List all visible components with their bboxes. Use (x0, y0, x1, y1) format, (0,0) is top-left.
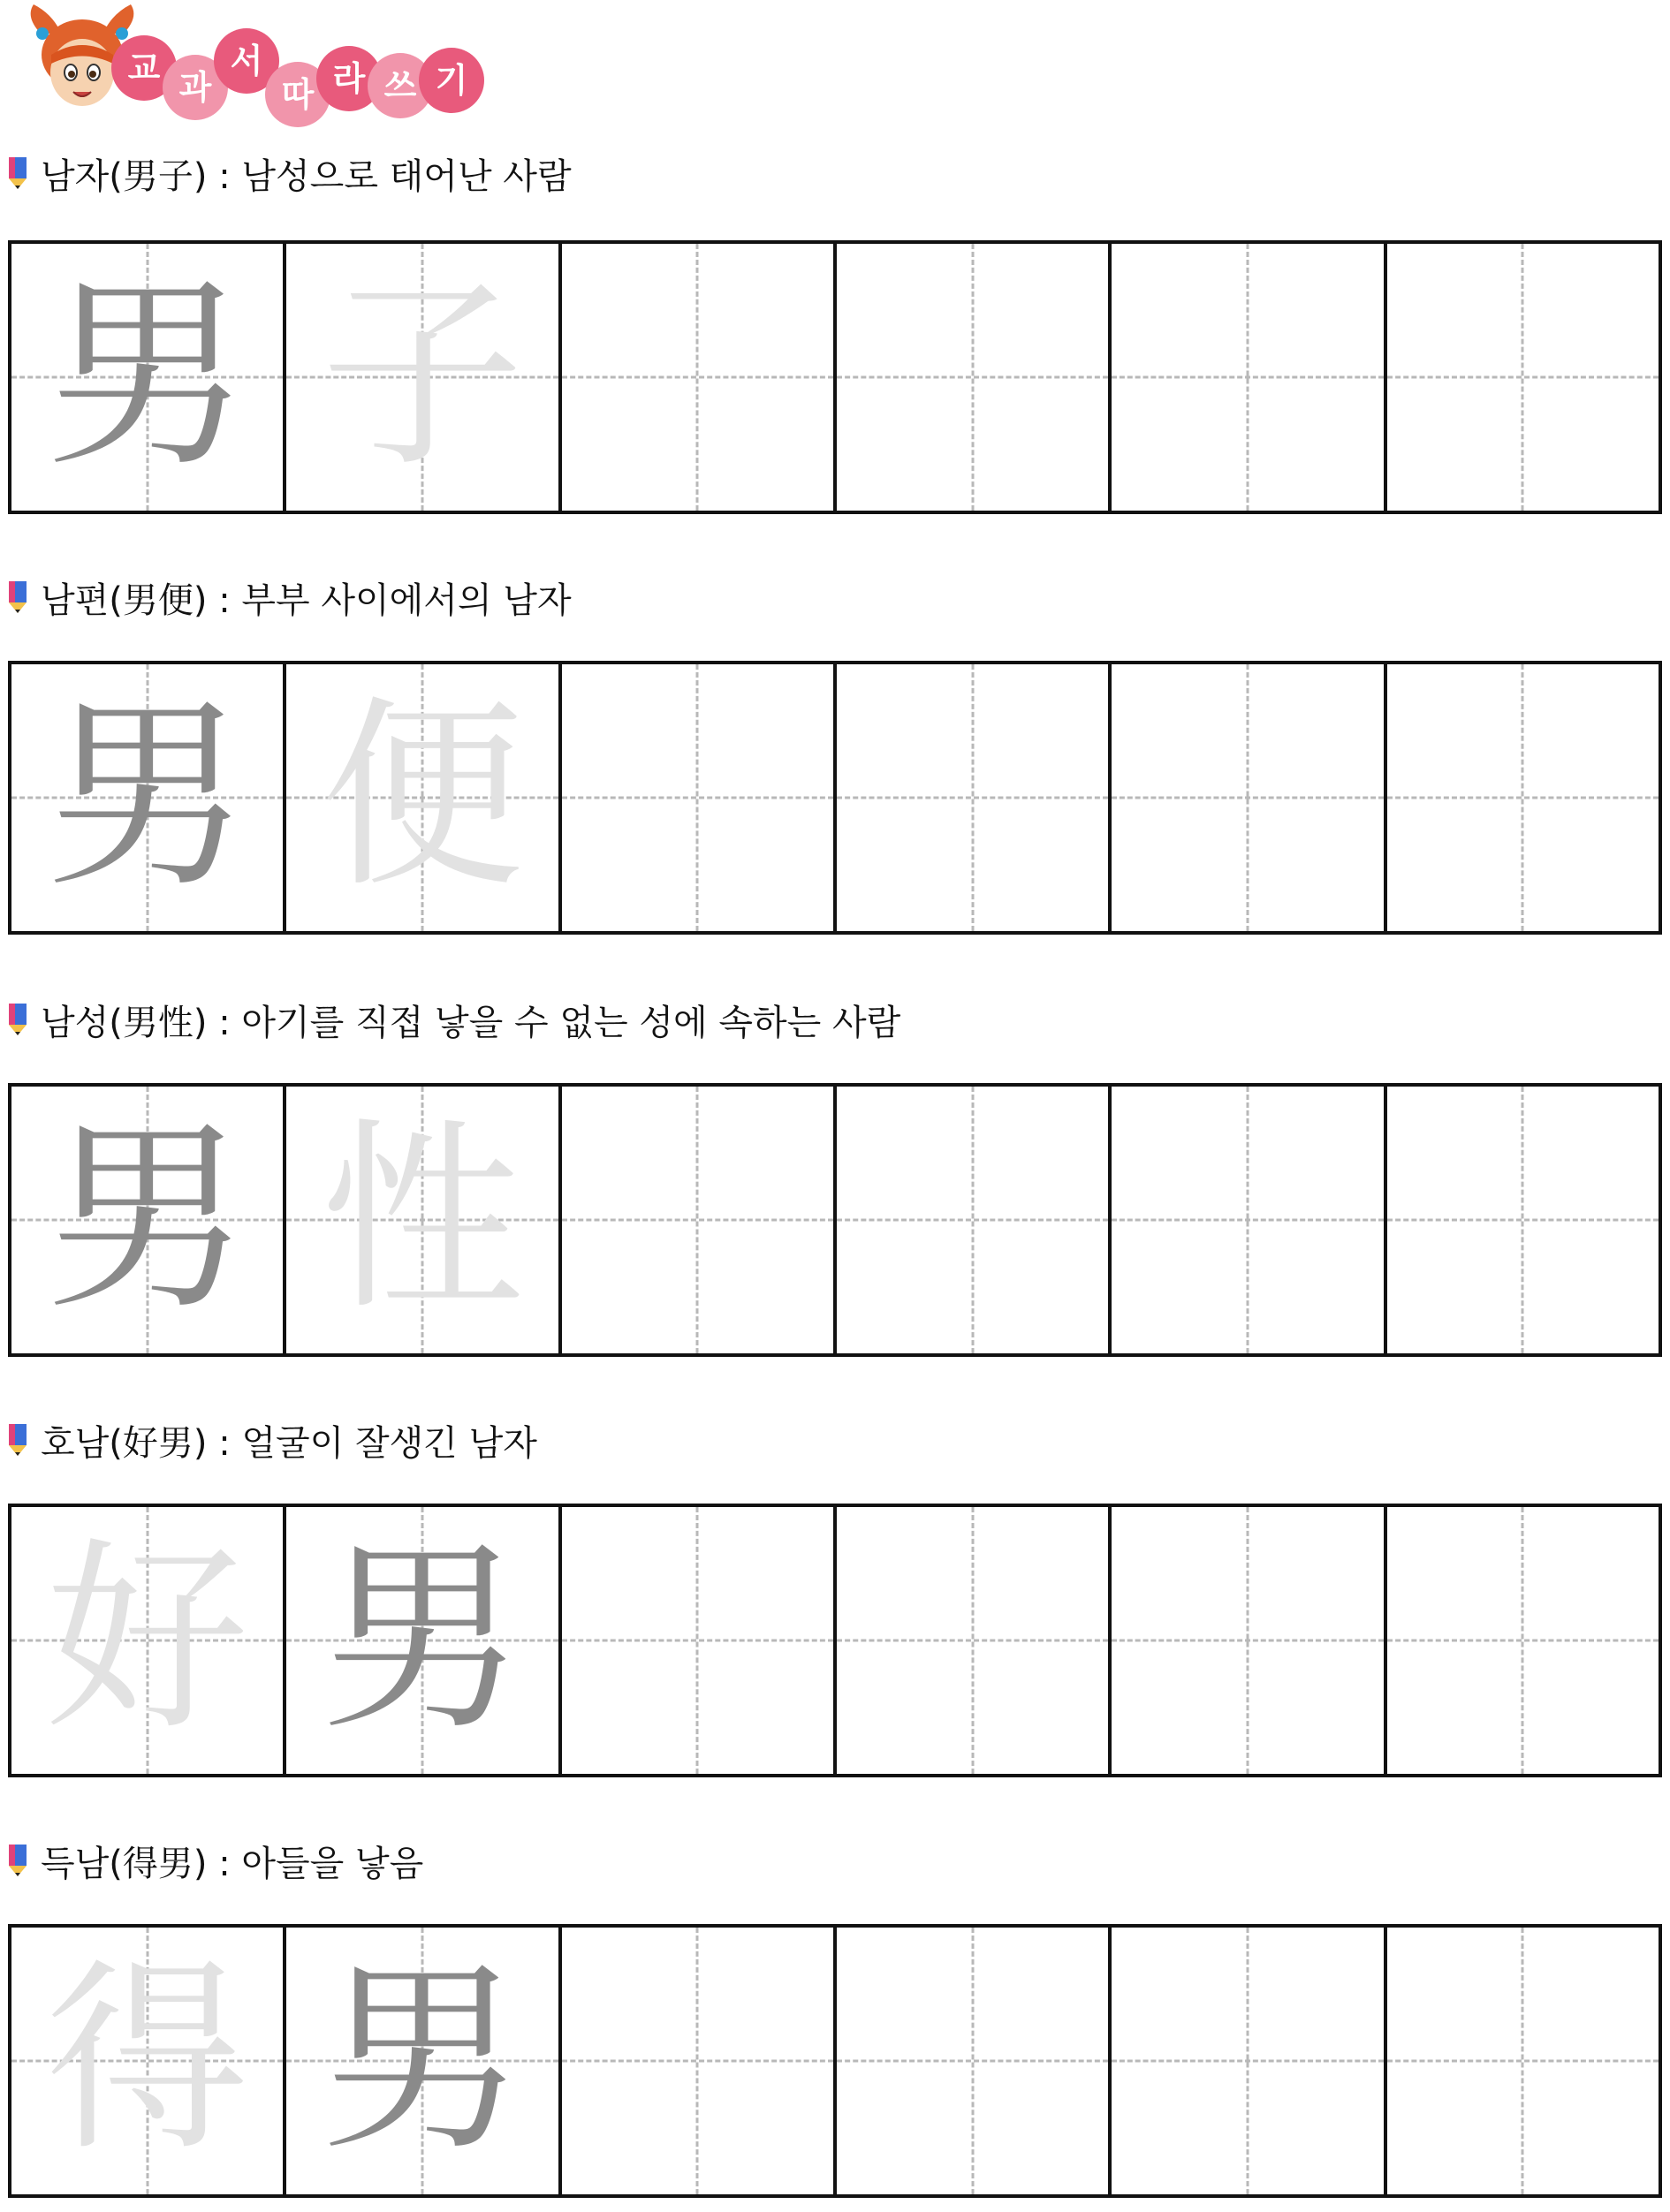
grid-cell[interactable] (1108, 664, 1383, 931)
trace-char: 便 (320, 679, 524, 915)
trace-char: 男 (45, 679, 249, 915)
grid-cell[interactable] (558, 664, 833, 931)
grid-cell[interactable] (1108, 1087, 1383, 1353)
trace-char: 男 (45, 1102, 249, 1337)
grid-cell[interactable] (833, 1087, 1108, 1353)
trace-char: 男 (320, 1522, 524, 1758)
grid-cell[interactable] (558, 1087, 833, 1353)
trace-char: 子 (320, 259, 524, 495)
grid-cell[interactable] (11, 1507, 283, 1774)
grid-cell[interactable] (1384, 1928, 1659, 2194)
section-title: 득남(得男) : 아들을 낳음 (41, 1843, 424, 1884)
trace-char: 性 (320, 1102, 524, 1337)
logo-char: 라 (316, 46, 382, 111)
header-logo (25, 0, 484, 133)
grid-cell[interactable] (1384, 1507, 1659, 1774)
logo-char: 쓰 (368, 53, 433, 118)
logo-char: 기 (419, 48, 484, 113)
section-title: 남성(男性) : 아기를 직접 낳을 수 없는 성에 속하는 사람 (41, 1002, 901, 1043)
grid-cell[interactable] (1384, 244, 1659, 511)
trace-char: 得 (45, 1943, 249, 2178)
trace-char: 男 (320, 1943, 524, 2178)
section-title-row (7, 1834, 423, 1887)
grid-cell[interactable] (11, 1928, 283, 2194)
section-title-row (7, 993, 900, 1046)
writing-grid (8, 661, 1662, 935)
section-title: 남자(男子) : 남성으로 태어난 사람 (41, 155, 572, 197)
logo-char: 교 (111, 35, 177, 101)
writing-grid (8, 1504, 1662, 1777)
grid-cell[interactable] (283, 244, 558, 511)
trace-char: 好 (45, 1522, 249, 1758)
grid-cell[interactable] (11, 244, 283, 511)
grid-cell[interactable] (283, 664, 558, 931)
grid-cell[interactable] (833, 1507, 1108, 1774)
writing-grid (8, 240, 1662, 514)
trace-char: 男 (45, 259, 249, 495)
grid-cell[interactable] (1108, 1928, 1383, 2194)
grid-cell[interactable] (1384, 664, 1659, 931)
grid-cell[interactable] (11, 664, 283, 931)
grid-cell[interactable] (558, 244, 833, 511)
pencil-icon (7, 580, 28, 615)
grid-cell[interactable] (1384, 1087, 1659, 1353)
section-title: 남편(男便) : 부부 사이에서의 남자 (41, 580, 572, 621)
grid-cell[interactable] (1108, 1507, 1383, 1774)
logo-char: 따 (265, 62, 330, 127)
grid-cell[interactable] (283, 1507, 558, 1774)
pencil-icon (7, 1002, 28, 1037)
grid-cell[interactable] (558, 1507, 833, 1774)
section-title: 호남(好男) : 얼굴이 잘생긴 남자 (41, 1422, 537, 1464)
grid-cell[interactable] (833, 244, 1108, 511)
pencil-icon (7, 1422, 28, 1458)
section-title-row (7, 1413, 537, 1466)
grid-cell[interactable] (1108, 244, 1383, 511)
pencil-icon (7, 1843, 28, 1878)
section-title-row (7, 147, 572, 200)
grid-cell[interactable] (283, 1928, 558, 2194)
grid-cell[interactable] (833, 1928, 1108, 2194)
writing-grid (8, 1083, 1662, 1357)
logo-char: 서 (214, 28, 279, 94)
grid-cell[interactable] (833, 664, 1108, 931)
grid-cell[interactable] (283, 1087, 558, 1353)
writing-grid (8, 1924, 1662, 2198)
pencil-icon (7, 155, 28, 191)
grid-cell[interactable] (11, 1087, 283, 1353)
logo-char: 과 (163, 55, 228, 120)
grid-cell[interactable] (558, 1928, 833, 2194)
section-title-row (7, 571, 572, 624)
